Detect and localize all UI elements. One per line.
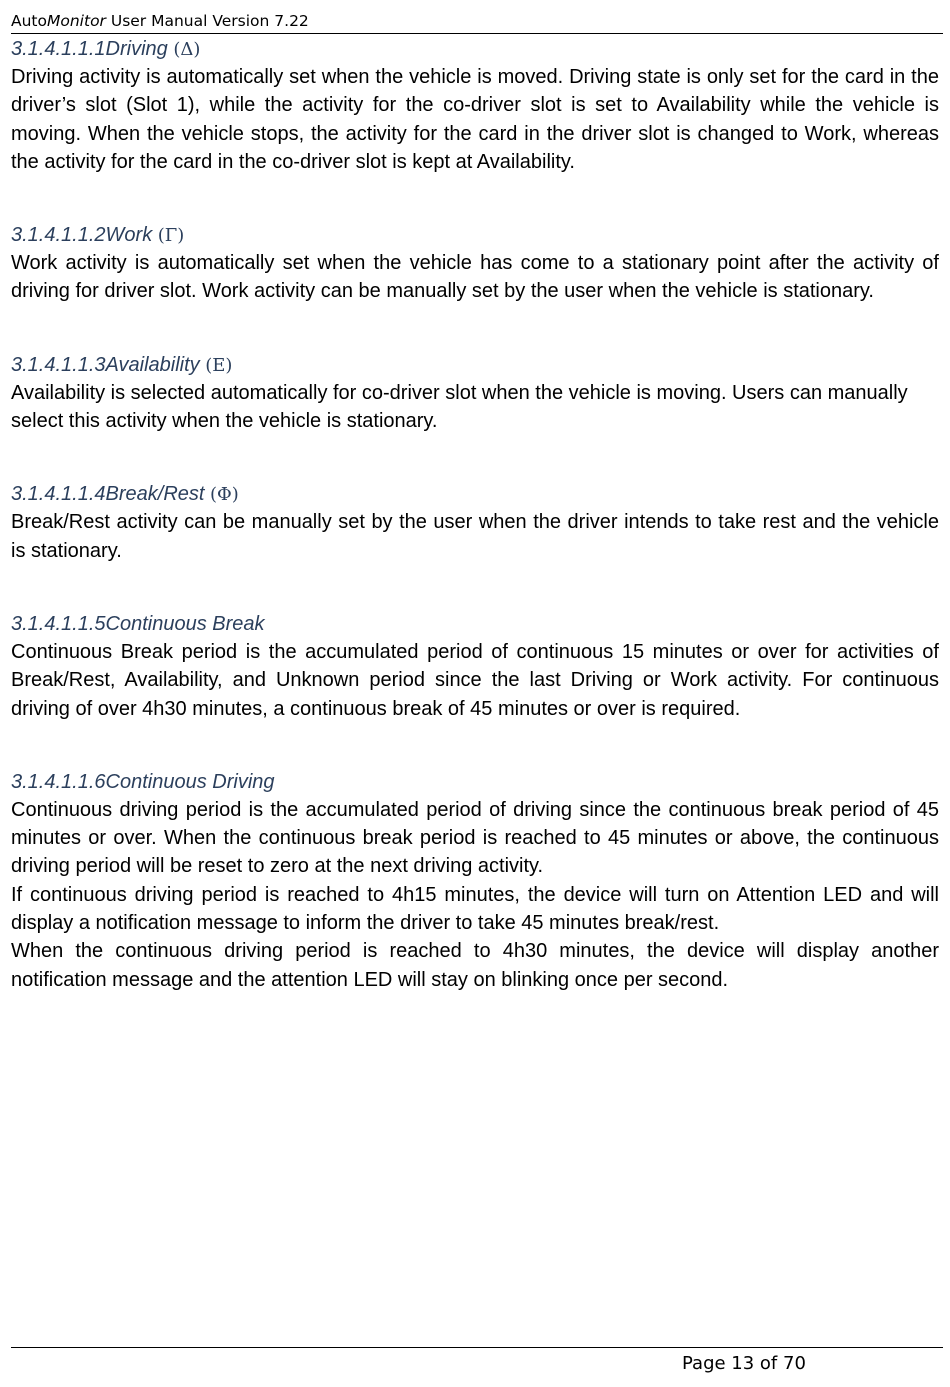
section-number: 3.1.4.1.1.3 (11, 353, 106, 376)
section-title: Continuous Driving (105, 770, 275, 793)
section-continuous-driving (11, 769, 939, 994)
section-paragraph: Continuous Break period is the accumulated period of continuous 15 minutes or over for activities of Break/Rest, Availability, and Unknown period since the last Driving or Work activity. For continuous driving of over 4h30 minutes, a continuous break of 45 minutes or over is required. (11, 640, 939, 720)
section-paragraph: If continuous driving period is reached to 4h15 minutes, the device will turn on Attention LED and will display a notification message to inform the driver to take 45 minutes break/rest. (11, 883, 939, 935)
activity-symbol: (Φ) (210, 484, 239, 506)
page-footer (11, 1347, 943, 1374)
section-number: 3.1.4.1.1.1 (11, 38, 106, 60)
section-driving (11, 36, 939, 176)
section-heading (11, 769, 939, 796)
section-heading (11, 481, 939, 508)
page-content (11, 36, 939, 994)
section-number: 3.1.4.1.1.6 (11, 770, 106, 793)
section-title: Continuous Break (105, 612, 265, 635)
header-app-prefix: Auto (11, 12, 47, 30)
section-heading (11, 222, 939, 249)
section-paragraph: When the continuous driving period is reached to 4h30 minutes, the device will display another notification message and the attention LED will stay on blinking once per second. (11, 940, 939, 991)
section-break-rest (11, 481, 939, 565)
section-heading (11, 36, 939, 63)
activity-symbol: (Δ) (173, 39, 201, 60)
section-title: Break/Rest (105, 483, 205, 506)
section-availability (11, 352, 939, 436)
activity-symbol: (Γ) (157, 225, 185, 247)
section-number: 3.1.4.1.1.2 (11, 224, 106, 247)
section-title: Availability (105, 353, 200, 376)
section-heading (11, 611, 939, 638)
activity-symbol: (Ε) (205, 354, 233, 376)
section-title: Work (105, 224, 153, 247)
page-header (11, 10, 943, 34)
section-number: 3.1.4.1.1.5 (11, 612, 106, 635)
page-number: Page 13 of 70 (682, 1353, 806, 1374)
section-paragraph: Break/Rest activity can be manually set by the user when the driver intends to take rest and the vehicle is stationary. (11, 511, 939, 562)
section-title: Driving (105, 38, 168, 60)
section-paragraph: Driving activity is automatically set when the vehicle is moved. Driving state is only set for the card in the driver’s slot (Slot 1), while the activity for the co-driver slot is set to Availability while the vehicle is moving. When the vehicle stops, the activity for the card in the driver slot is changed to Work, whereas the activity for the card in the co-driver slot is kept at Availability. (11, 66, 939, 173)
section-paragraph: Continuous driving period is the accumulated period of driving since the continuous break period of 45 minutes or over. When the continuous break period is reached to 45 minutes or above, the continuous driving period will be reset to zero at the next driving activity. (11, 798, 939, 878)
section-number: 3.1.4.1.1.4 (11, 483, 106, 506)
section-heading (11, 352, 939, 379)
section-paragraph: Availability is selected automatically for co-driver slot when the vehicle is moving. Users can manually select this activity when the vehicle is stationary. (11, 381, 908, 433)
section-paragraph: Work activity is automatically set when the vehicle has come to a stationary point after the activity of driving for driver slot. Work activity can be manually set by the user when the vehicle is stationary. (11, 252, 939, 303)
header-app-italic: Monitor (47, 12, 106, 30)
section-work (11, 222, 939, 306)
header-manual-title: User Manual Version 7.22 (105, 12, 309, 30)
section-continuous-break (11, 611, 939, 723)
